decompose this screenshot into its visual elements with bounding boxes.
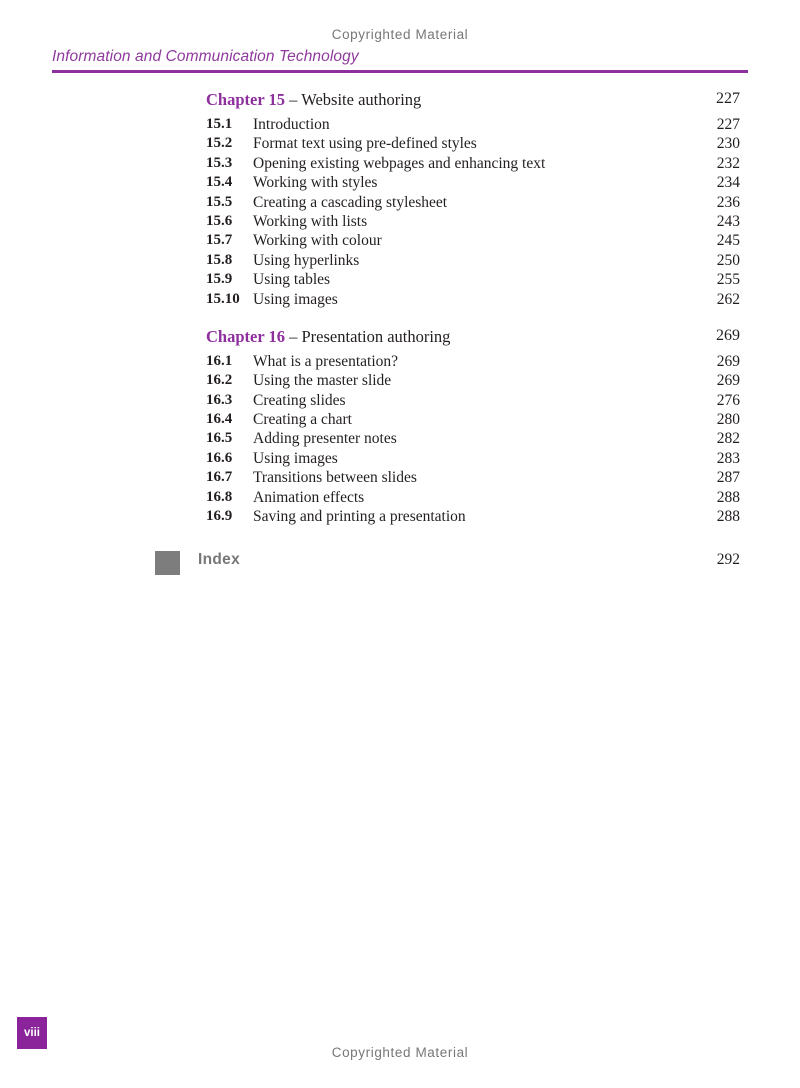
- toc-entry-title: Saving and printing a presentation: [253, 508, 466, 526]
- chapter-spacer: [0, 310, 800, 327]
- toc-entry-number: 16.8: [206, 488, 233, 505]
- copyright-watermark-bottom: Copyrighted Material: [331, 1045, 469, 1060]
- running-head-title: Information and Communication Technology: [52, 48, 359, 65]
- toc-entry-number: 16.5: [206, 430, 233, 447]
- toc-entry-page-number: 230: [716, 135, 740, 153]
- toc-entry-page-number: 269: [716, 352, 740, 370]
- toc-entry-row[interactable]: [0, 450, 800, 469]
- toc-entry-title: Opening existing webpages and enhancing text: [253, 154, 546, 172]
- toc-entry-page-number: 288: [716, 488, 740, 506]
- toc-entry-page-number: 280: [716, 411, 740, 429]
- chapter-heading-label: [206, 327, 450, 347]
- chapter-heading-row[interactable]: [0, 90, 800, 113]
- toc-entry-title: Using the master slide: [253, 372, 392, 390]
- toc-entry-page-number: 269: [716, 372, 740, 390]
- toc-entry-row[interactable]: [0, 469, 800, 488]
- toc-entry-page-number: 287: [716, 469, 740, 487]
- chapter-block: [0, 90, 800, 310]
- chapter-block: [0, 327, 800, 528]
- toc-entry-page-number: 227: [716, 116, 740, 133]
- toc-entry-row[interactable]: [0, 392, 800, 411]
- toc-entry-row[interactable]: [0, 232, 800, 251]
- toc-entry-title: Introduction: [253, 116, 330, 133]
- chapter-title-text: – Website authoring: [285, 90, 422, 109]
- toc-entry-title: Using hyperlinks: [253, 251, 360, 269]
- toc-entry-page-number: 232: [716, 154, 740, 172]
- toc-entry-row[interactable]: [0, 135, 800, 154]
- chapter-heading-label: [206, 90, 421, 110]
- toc-entry-number: 16.9: [206, 508, 233, 525]
- toc-entry-title: Format text using pre-defined styles: [253, 135, 477, 153]
- toc-entry-row[interactable]: [0, 372, 800, 391]
- chapter-page-number: 227: [716, 90, 740, 107]
- toc-entry-row[interactable]: [0, 353, 800, 372]
- toc-entry-row[interactable]: [0, 271, 800, 290]
- toc-entry-row[interactable]: [0, 174, 800, 193]
- toc-entry-number: 16.1: [206, 352, 233, 369]
- index-page-number: 292: [716, 551, 740, 569]
- toc-entry-title: Using images: [253, 290, 338, 308]
- toc-entry-number: 15.6: [206, 212, 233, 229]
- toc-entry-number: 15.7: [206, 232, 233, 249]
- toc-entry-title: Using tables: [253, 271, 331, 289]
- toc-entry-row[interactable]: [0, 252, 800, 271]
- toc-entry-page-number: 288: [716, 508, 740, 526]
- index-entry-row[interactable]: [0, 547, 800, 577]
- chapter-number: Chapter 16: [206, 326, 285, 346]
- toc-entry-title: Creating a cascading stylesheet: [253, 193, 448, 211]
- toc-entry-number: 15.9: [206, 271, 233, 288]
- toc-entry-title: Working with lists: [253, 212, 368, 230]
- square-marker-icon: [155, 551, 180, 575]
- toc-entry-title: Animation effects: [253, 488, 365, 506]
- toc-entry-page-number: 243: [716, 212, 740, 230]
- toc-entry-number: 15.3: [206, 154, 233, 171]
- toc-entry-title: Using images: [253, 449, 338, 467]
- chapter-page-number: 269: [716, 326, 740, 344]
- toc-entry-page-number: 262: [716, 290, 740, 308]
- toc-entry-page-number: 234: [716, 174, 740, 192]
- toc-entry-number: 16.4: [206, 411, 233, 428]
- folio-page-number: viii: [24, 1027, 40, 1039]
- toc-entry-row[interactable]: [0, 430, 800, 449]
- chapter-heading-row[interactable]: [0, 327, 800, 350]
- toc-entry-page-number: 236: [716, 193, 740, 211]
- toc-entry-row[interactable]: [0, 155, 800, 174]
- toc-entry-row[interactable]: [0, 508, 800, 527]
- toc-entry-title: Transitions between slides: [253, 469, 417, 487]
- toc-entry-number: 16.3: [206, 391, 233, 408]
- index-label: Index: [198, 551, 240, 569]
- toc-entry-title: Working with colour: [253, 232, 382, 250]
- toc-entry-row[interactable]: [0, 194, 800, 213]
- toc-entry-number: 16.6: [206, 449, 233, 466]
- toc-entry-row[interactable]: [0, 411, 800, 430]
- table-of-contents: [0, 90, 800, 577]
- toc-entry-number: 15.10: [206, 290, 240, 307]
- toc-entry-number: 15.8: [206, 251, 233, 268]
- toc-entry-page-number: 245: [716, 232, 740, 250]
- toc-entry-title: Adding presenter notes: [253, 430, 397, 448]
- chapter-title-text: – Presentation authoring: [285, 326, 451, 346]
- toc-entry-number: 15.1: [206, 116, 233, 132]
- toc-entry-number: 16.2: [206, 372, 233, 389]
- toc-entry-page-number: 250: [716, 251, 740, 269]
- header-rule: [52, 70, 748, 73]
- toc-entry-row[interactable]: [0, 489, 800, 508]
- toc-entry-page-number: 255: [716, 271, 740, 289]
- toc-entry-page-number: 283: [716, 449, 740, 467]
- toc-entry-page-number: 276: [716, 391, 740, 409]
- toc-entry-row[interactable]: [0, 116, 800, 135]
- toc-entry-number: 15.5: [206, 193, 233, 210]
- toc-entry-title: Working with styles: [253, 174, 378, 192]
- toc-entry-row[interactable]: [0, 213, 800, 232]
- toc-entry-row[interactable]: [0, 291, 800, 310]
- toc-entry-number: 15.2: [206, 135, 233, 152]
- toc-entry-number: 15.4: [206, 174, 233, 191]
- chapter-number: Chapter 15: [206, 90, 285, 109]
- toc-entry-title: What is a presentation?: [253, 352, 399, 370]
- toc-entry-title: Creating a chart: [253, 411, 352, 429]
- toc-entry-title: Creating slides: [253, 391, 346, 409]
- toc-entry-number: 16.7: [206, 469, 233, 486]
- toc-entry-page-number: 282: [716, 430, 740, 448]
- copyright-watermark-top: Copyrighted Material: [331, 27, 469, 42]
